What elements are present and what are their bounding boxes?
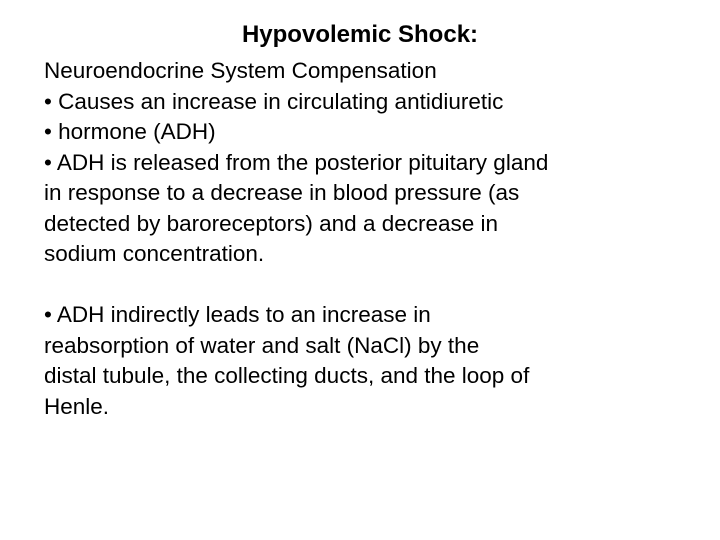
- slide-title: Hypovolemic Shock:: [241, 21, 479, 48]
- text-line: sodium concentration.: [44, 241, 265, 266]
- text-line: reabsorption of water and salt (NaCl) by the: [44, 332, 480, 358]
- bullet-line: • ADH indirectly leads to an increase in: [44, 302, 431, 327]
- subtitle-line: Neuroendocrine System Compensation: [44, 58, 437, 83]
- bullet-line: • hormone (ADH): [44, 119, 216, 144]
- bullet-line: • ADH is released from the posterior pituitary gland: [44, 149, 549, 175]
- text-line: distal tubule, the collecting ducts, and the loop of: [44, 363, 530, 388]
- bullet-line: • Causes an increase in circulating antidiuretic: [44, 88, 504, 114]
- text-line: in response to a decrease in blood pressure (as: [44, 180, 520, 205]
- paragraph-gap: [44, 270, 708, 301]
- text-line: Henle.: [44, 393, 110, 419]
- text-line: detected by baroreceptors) and a decrease in: [44, 210, 499, 236]
- slide-body: [44, 56, 708, 422]
